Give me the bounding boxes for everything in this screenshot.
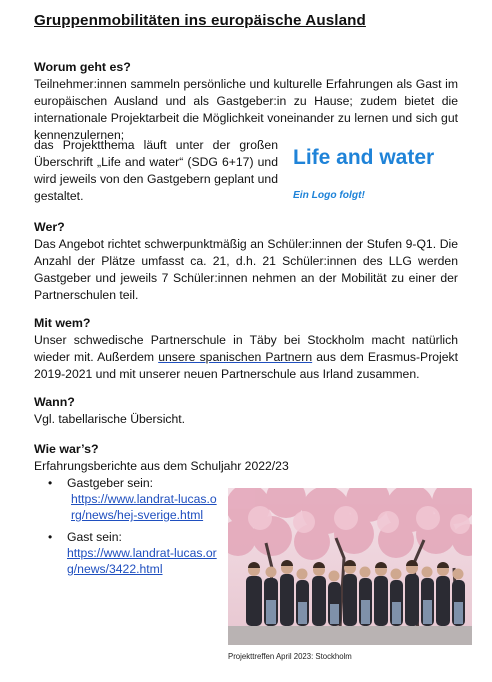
wann-paragraph: Vgl. tabellarische Übersicht. bbox=[34, 412, 186, 426]
mitwem-text-after: aus dem Erasmus-Projekt 2019-2021 und mit unserer neuen Partnerschule aus Irland zusammen. bbox=[34, 350, 458, 381]
heading-wann: Wann? bbox=[34, 395, 75, 409]
photo-caption: Projekttreffen April 2023: Stockholm bbox=[228, 652, 352, 661]
heading-worum: Worum geht es? bbox=[34, 60, 131, 74]
group-photo-cherry-blossoms bbox=[228, 488, 472, 645]
reports-list bbox=[48, 475, 218, 578]
bullet-icon: • bbox=[48, 530, 53, 544]
mitwem-text-before: Unser schwedische Partnerschule in Täby bei Stockholm macht natürlich wieder mit. Außerdem bbox=[34, 333, 458, 364]
wiewar-intro: Erfahrungsberichte aus dem Schuljahr 2022/23 bbox=[34, 459, 289, 473]
life-and-water-logo-text: Life and water bbox=[293, 146, 435, 169]
wer-paragraph: Das Angebot richtet schwerpunktmäßig an Schüler:innen der Stufen 9-Q1. Die Anzahl der Plätze umfasst ca. 21, d.h. 21 Schüler:innen des LLG werden Gastgeber und jeweils 7 Schüler:innen nehmen an der Mobilität zu einer der Partnerschulen teil. bbox=[34, 237, 458, 302]
list-item bbox=[48, 475, 218, 523]
bullet-icon: • bbox=[48, 476, 53, 490]
worum-paragraph-1: Teilnehmer:innen sammeln persönliche und kulturelle Erfahrungen als Gast im europäischen Ausland und als Gastgeber:in zu Hause; zudem bietet die internationale Projektarbeit die Möglichkeit voneinander zu lernen und sich gut kennenzulernen; bbox=[34, 77, 458, 142]
report-label-guest: Gast sein: bbox=[67, 530, 122, 544]
spanish-partners-link[interactable]: unsere spanischen Partnern bbox=[158, 350, 313, 364]
report-link-guest[interactable]: https://www.landrat-lucas.org/news/3422.html bbox=[67, 546, 217, 576]
heading-mitwem: Mit wem? bbox=[34, 316, 91, 330]
mitwem-paragraph bbox=[34, 332, 458, 383]
list-item bbox=[48, 529, 218, 577]
report-link-host[interactable]: https://www.landrat-lucas.org/news/hej-sverige.html bbox=[71, 492, 217, 522]
heading-wiewar: Wie war’s? bbox=[34, 442, 99, 456]
worum-paragraph-2: das Projektthema läuft unter der großen Überschrift „Life and water“ (SDG 6+17) und wird jeweils von den Gastgebern geplant und gestaltet. bbox=[34, 138, 278, 203]
page-title: Gruppenmobilitäten ins europäische Ausland bbox=[34, 12, 366, 29]
heading-wer: Wer? bbox=[34, 220, 65, 234]
report-label-host: Gastgeber sein: bbox=[67, 476, 154, 490]
logo-note: Ein Logo folgt! bbox=[293, 190, 365, 201]
